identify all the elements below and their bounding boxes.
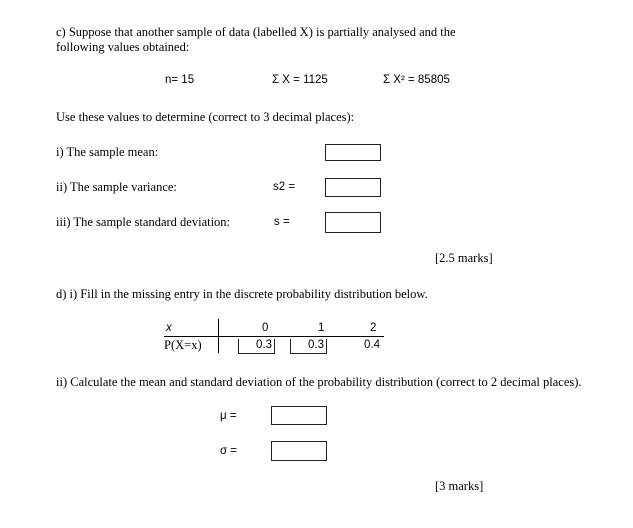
part-d-marks: [3 marks] [435,479,484,493]
sample-std-dev-label: iii) The sample standard deviation: [56,215,231,229]
table-horizontal-rule [164,336,384,337]
table-header-p: P(X=x) [164,338,202,352]
probability-input-x0[interactable]: 0.3 [238,339,275,354]
part-c-marks: [2.5 marks] [435,251,493,265]
mu-label: μ = [220,410,237,422]
sample-variance-label: ii) The sample variance: [56,180,177,194]
table-header-x: x [166,322,172,334]
instruction-text: Use these values to determine (correct to 3 decimal places): [56,110,355,124]
table-x-value: 2 [370,322,377,334]
std-dev-input[interactable] [271,441,327,461]
part-d-q2: ii) Calculate the mean and standard deviation of the probability distribution (correct to 2 decimal places). [56,375,582,389]
part-c-intro-line2: following values obtained: [56,40,190,54]
sample-mean-input[interactable] [325,144,381,161]
sum-x-value: Σ X = 1125 [272,74,328,86]
table-vertical-rule [218,319,219,353]
n-value: n= 15 [165,74,195,86]
sample-std-dev-input[interactable] [325,212,381,233]
sum-x-squared-value: Σ X² = 85805 [383,74,450,86]
probability-input-x1[interactable]: 0.3 [290,339,327,354]
table-x-value: 0 [262,322,269,334]
part-d-intro: d) i) Fill in the missing entry in the discrete probability distribution below. [56,287,428,301]
mean-input[interactable] [271,406,327,425]
sample-mean-label: i) The sample mean: [56,145,159,159]
sample-variance-input[interactable] [325,178,381,197]
sigma-label: σ = [220,445,238,457]
part-c-intro-line1: c) Suppose that another sample of data (labelled X) is partially analysed and the [56,25,456,39]
std-dev-symbol: s = [274,216,290,228]
table-p-value: 0.4 [364,339,380,351]
variance-symbol: s2 = [273,181,296,193]
table-x-value: 1 [318,322,325,334]
